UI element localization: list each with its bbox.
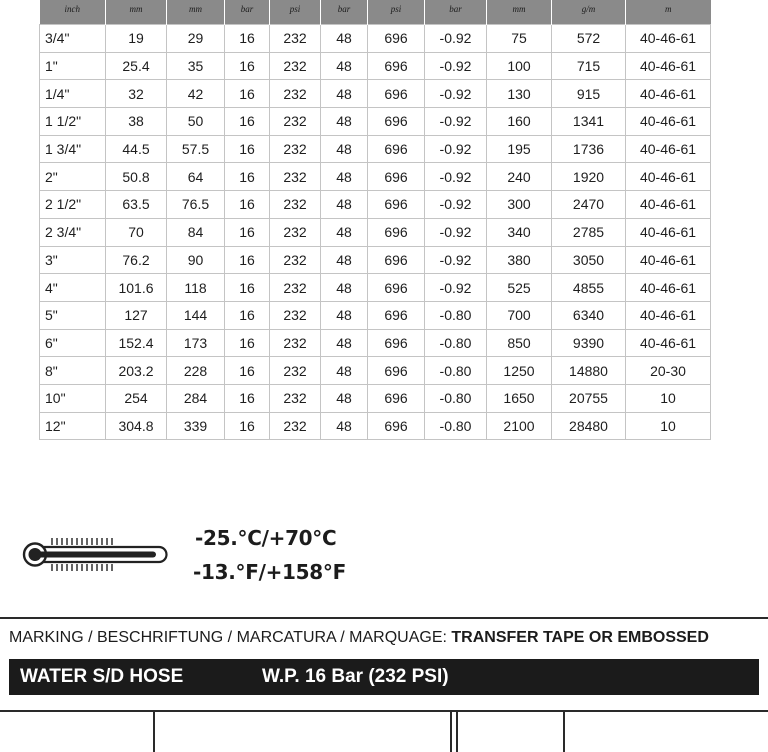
table-row [40,218,711,246]
spec-table-body [40,25,711,440]
table-cell: -0.92 [425,135,487,163]
table-cell: 32 [106,80,167,108]
size-cell: 3" [40,246,106,274]
size-cell: 3/4" [40,25,106,53]
table-cell: 232 [270,163,321,191]
table-cell: 40-46-61 [626,135,711,163]
table-cell: 284 [167,384,225,412]
table-cell: 63.5 [106,191,167,219]
column-divider [456,712,458,752]
table-cell: 696 [368,25,425,53]
table-cell: 40-46-61 [626,163,711,191]
table-cell: -0.80 [425,412,487,440]
table-cell: 75 [487,25,552,53]
table-cell: 3050 [552,246,626,274]
unit-header: inch [40,0,106,25]
size-cell: 1/4" [40,80,106,108]
table-cell: 40-46-61 [626,218,711,246]
table-cell: 850 [487,329,552,357]
table-row [40,25,711,53]
size-cell: 6" [40,329,106,357]
table-cell: 48 [321,218,368,246]
table-cell: -0.92 [425,108,487,136]
table-cell: 1250 [487,357,552,385]
table-cell: 240 [487,163,552,191]
table-cell: 48 [321,301,368,329]
unit-header: bar [425,0,487,25]
table-cell: 696 [368,274,425,302]
table-cell: 696 [368,135,425,163]
table-cell: 144 [167,301,225,329]
table-cell: 1650 [487,384,552,412]
table-cell: 16 [225,329,270,357]
table-cell: 915 [552,80,626,108]
table-row [40,274,711,302]
unit-header: m [626,0,711,25]
unit-header: mm [106,0,167,25]
table-cell: 10 [626,412,711,440]
table-cell: -0.80 [425,301,487,329]
table-row [40,384,711,412]
table-cell: -0.92 [425,80,487,108]
table-row [40,52,711,80]
unit-header: g/m [552,0,626,25]
table-cell: 118 [167,274,225,302]
table-cell: -0.92 [425,163,487,191]
hose-name: WATER S/D HOSE [20,666,184,687]
table-cell: 35 [167,52,225,80]
table-cell: 254 [106,384,167,412]
table-cell: 16 [225,274,270,302]
table-cell: 696 [368,384,425,412]
table-cell: -0.92 [425,246,487,274]
table-cell: 232 [270,412,321,440]
size-cell: 2" [40,163,106,191]
thermometer-icon [22,536,172,576]
table-row [40,412,711,440]
table-cell: 160 [487,108,552,136]
table-cell: -0.92 [425,52,487,80]
table-cell: 195 [487,135,552,163]
table-cell: 101.6 [106,274,167,302]
unit-header: mm [487,0,552,25]
table-cell: 40-46-61 [626,329,711,357]
size-cell: 1 3/4" [40,135,106,163]
unit-header: mm [167,0,225,25]
table-cell: 16 [225,412,270,440]
table-cell: 232 [270,274,321,302]
table-cell: 4855 [552,274,626,302]
unit-header: psi [368,0,425,25]
table-cell: 232 [270,218,321,246]
table-cell: 40-46-61 [626,80,711,108]
table-cell: 2470 [552,191,626,219]
table-cell: 42 [167,80,225,108]
size-cell: 1" [40,52,106,80]
table-cell: 232 [270,25,321,53]
marking-label: MARKING / BESCHRIFTUNG / MARCATURA / MARQUAGE: [9,629,452,646]
table-cell: 16 [225,25,270,53]
table-row [40,191,711,219]
table-cell: 16 [225,301,270,329]
table-cell: 127 [106,301,167,329]
table-cell: 29 [167,25,225,53]
size-cell: 8" [40,357,106,385]
table-cell: 28480 [552,412,626,440]
table-cell: 715 [552,52,626,80]
table-cell: 20-30 [626,357,711,385]
table-cell: 48 [321,135,368,163]
table-cell: 696 [368,301,425,329]
table-cell: 2785 [552,218,626,246]
table-cell: 340 [487,218,552,246]
table-cell: -0.92 [425,191,487,219]
table-cell: 16 [225,108,270,136]
table-cell: 50 [167,108,225,136]
table-cell: 44.5 [106,135,167,163]
column-divider [450,712,452,752]
table-cell: 232 [270,135,321,163]
size-cell: 4" [40,274,106,302]
unit-header: bar [225,0,270,25]
table-cell: 14880 [552,357,626,385]
size-cell: 1 1/2" [40,108,106,136]
table-cell: 40-46-61 [626,191,711,219]
table-cell: 16 [225,384,270,412]
table-cell: 25.4 [106,52,167,80]
unit-header: psi [270,0,321,25]
table-cell: 48 [321,274,368,302]
table-cell: 1736 [552,135,626,163]
table-cell: 70 [106,218,167,246]
table-cell: 40-46-61 [626,108,711,136]
table-cell: 696 [368,52,425,80]
table-row [40,163,711,191]
table-cell: 696 [368,191,425,219]
table-cell: 16 [225,52,270,80]
temperature-celsius: -25.°C/+70°C [195,526,337,550]
table-cell: 696 [368,108,425,136]
table-cell: 48 [321,412,368,440]
table-cell: 232 [270,357,321,385]
table-cell: 232 [270,52,321,80]
table-cell: -0.92 [425,25,487,53]
table-cell: 10 [626,384,711,412]
unit-header: bar [321,0,368,25]
table-cell: 696 [368,357,425,385]
table-row [40,301,711,329]
table-cell: 76.5 [167,191,225,219]
marking-value: TRANSFER TAPE OR EMBOSSED [451,629,709,646]
size-cell: 2 3/4" [40,218,106,246]
table-cell: 152.4 [106,329,167,357]
table-cell: 572 [552,25,626,53]
table-cell: -0.92 [425,274,487,302]
table-cell: 16 [225,218,270,246]
table-cell: 130 [487,80,552,108]
hose-band [9,659,759,695]
table-cell: 48 [321,52,368,80]
table-cell: -0.80 [425,329,487,357]
size-cell: 5" [40,301,106,329]
table-cell: 232 [270,108,321,136]
units-header-row [40,0,711,25]
table-cell: 48 [321,191,368,219]
marking-line [9,629,709,647]
table-cell: 696 [368,329,425,357]
column-divider [153,712,155,752]
temperature-fahrenheit: -13.°F/+158°F [193,560,346,584]
table-cell: 48 [321,357,368,385]
table-cell: 38 [106,108,167,136]
table-cell: 339 [167,412,225,440]
table-cell: 304.8 [106,412,167,440]
table-row [40,135,711,163]
table-cell: 696 [368,163,425,191]
table-row [40,108,711,136]
table-cell: 232 [270,191,321,219]
working-pressure: W.P. 16 Bar (232 PSI) [262,666,449,687]
table-cell: 203.2 [106,357,167,385]
table-cell: 1920 [552,163,626,191]
column-divider [563,712,565,752]
table-cell: 1341 [552,108,626,136]
table-row [40,80,711,108]
table-cell: 84 [167,218,225,246]
table-cell: 48 [321,329,368,357]
table-cell: 20755 [552,384,626,412]
divider-line [0,617,768,619]
table-row [40,246,711,274]
table-cell: 232 [270,329,321,357]
table-cell: 16 [225,163,270,191]
table-cell: 696 [368,246,425,274]
spec-table [39,0,711,440]
table-cell: 19 [106,25,167,53]
table-cell: 380 [487,246,552,274]
table-cell: 16 [225,357,270,385]
size-cell: 10" [40,384,106,412]
table-cell: 100 [487,52,552,80]
table-cell: 173 [167,329,225,357]
table-cell: 232 [270,246,321,274]
table-cell: 16 [225,80,270,108]
table-cell: 696 [368,218,425,246]
table-cell: 2100 [487,412,552,440]
table-cell: 300 [487,191,552,219]
table-cell: 232 [270,301,321,329]
size-cell: 2 1/2" [40,191,106,219]
table-cell: 228 [167,357,225,385]
table-row [40,357,711,385]
table-cell: 700 [487,301,552,329]
table-cell: -0.80 [425,357,487,385]
table-cell: 16 [225,246,270,274]
table-cell: 40-46-61 [626,246,711,274]
size-cell: 12" [40,412,106,440]
table-cell: 48 [321,246,368,274]
table-cell: 90 [167,246,225,274]
table-cell: 6340 [552,301,626,329]
table-cell: 40-46-61 [626,25,711,53]
table-cell: 48 [321,108,368,136]
table-cell: 40-46-61 [626,52,711,80]
table-cell: -0.80 [425,384,487,412]
table-cell: 696 [368,412,425,440]
table-cell: 48 [321,163,368,191]
table-cell: 232 [270,80,321,108]
divider-line [0,710,768,712]
table-cell: 57.5 [167,135,225,163]
table-cell: 9390 [552,329,626,357]
table-cell: 48 [321,25,368,53]
table-cell: 16 [225,191,270,219]
table-cell: 64 [167,163,225,191]
table-cell: 696 [368,80,425,108]
table-cell: 16 [225,135,270,163]
table-cell: 232 [270,384,321,412]
table-cell: 48 [321,80,368,108]
table-cell: 76.2 [106,246,167,274]
table-cell: 48 [321,384,368,412]
table-cell: 40-46-61 [626,301,711,329]
table-cell: 50.8 [106,163,167,191]
table-row [40,329,711,357]
table-cell: -0.92 [425,218,487,246]
table-cell: 525 [487,274,552,302]
table-cell: 40-46-61 [626,274,711,302]
